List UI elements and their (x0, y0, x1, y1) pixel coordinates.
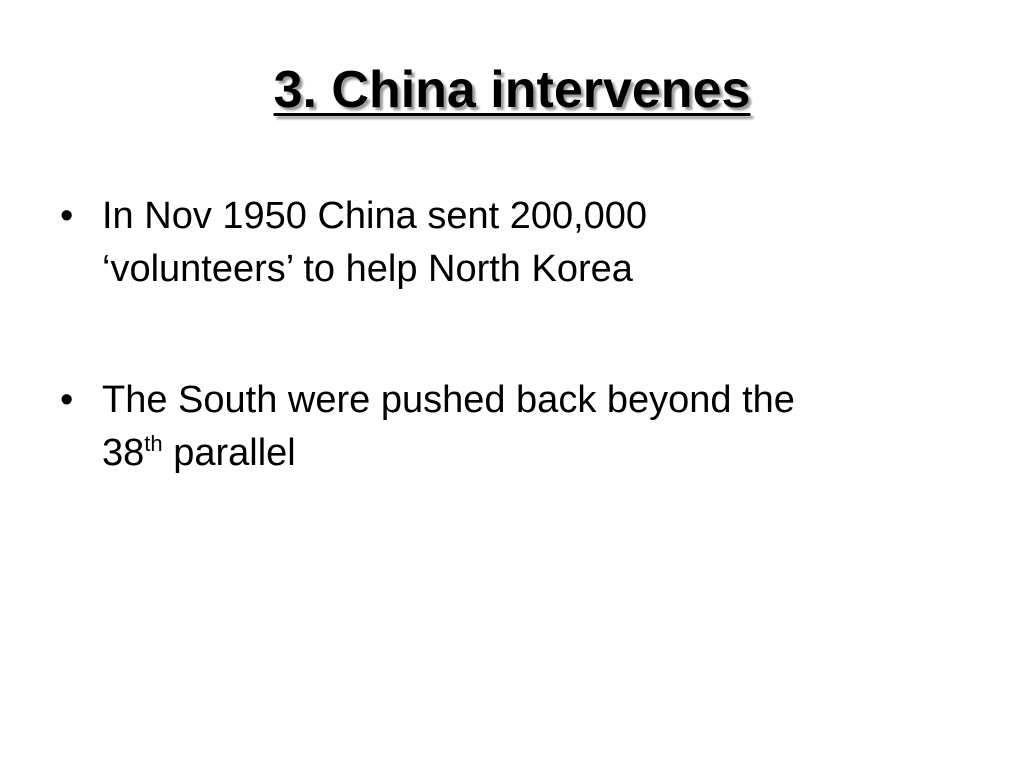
bullet-dot-icon: • (60, 379, 74, 421)
ordinal-suffix: th (144, 431, 163, 456)
bullet-text-line (102, 427, 960, 480)
bullet-item (60, 374, 960, 480)
bullet-text-line: The South were pushed back beyond the (102, 379, 795, 421)
bullet-text-suffix: parallel (162, 432, 296, 474)
bullet-list (60, 190, 960, 558)
bullet-dot-icon: • (60, 195, 74, 237)
slide-title: 3. China intervenes (273, 61, 751, 119)
ordinal-number: 38 (102, 432, 145, 474)
bullet-text-line: In Nov 1950 China sent 200,000 (102, 195, 648, 237)
bullet-text-line: ‘volunteers’ to help North Korea (102, 248, 633, 290)
bullet-item (60, 190, 960, 296)
